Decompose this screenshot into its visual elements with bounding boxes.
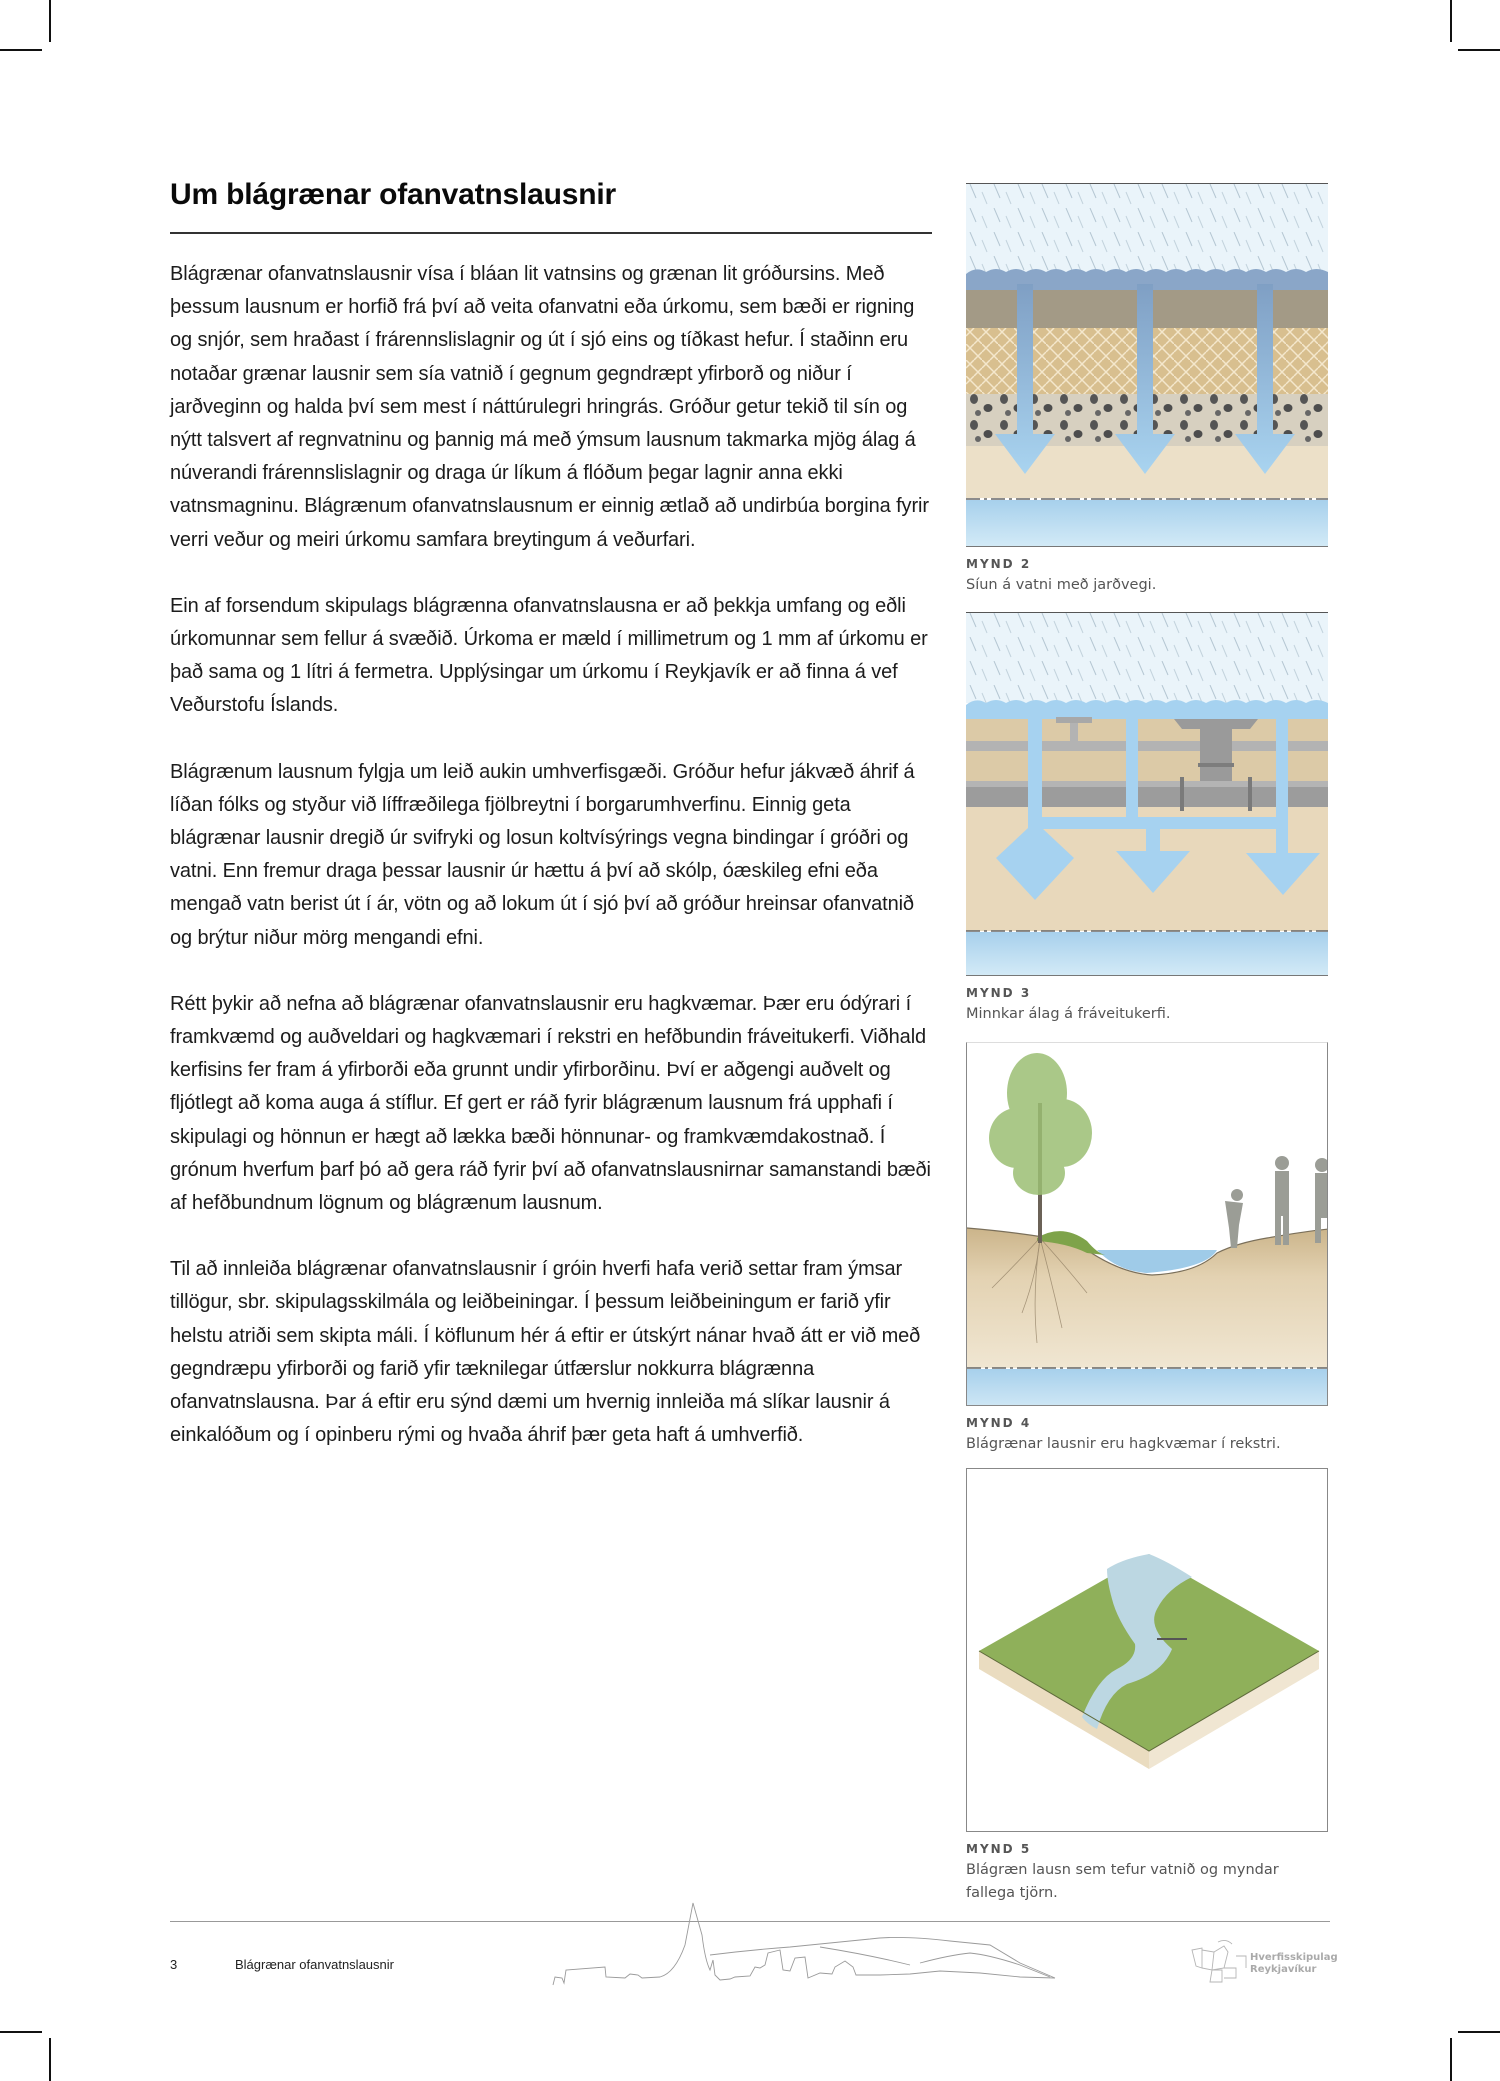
- figure-2: [966, 183, 1328, 597]
- figure-label: MYND 5: [966, 1842, 1032, 1856]
- paragraph: Blágrænar ofanvatnslausnir vísa í bláan lit vatnsins og grænan lit gróðursins. Með þessum lausnum er horfið frá því að veita ofanvatni eða úrkomu, sem bæði er rigning og snjór, sem hraðast í frárennslislagnir og út í sjó eins og tíðkast hefur. Í staðinn eru notaðar grænar lausnir sem sía vatnið í gegnum gegndræpt yfirborð og niður í jarðveginn og halda því sem mest í náttúrulegri hringrás. Gróður getur tekið til sín og nýtt talsvert af regnvatninu og þannig má með ýmsum lausnum takmarka mjög álag á núverandi frárennslislagnir og draga úr líkum á flóðum þegar lagnir anna ekki vatnsmagninu. Blágrænum ofanvatnslausnum er einnig ætlað að undirbúa borgina fyrir verri veður og meiri úrkomu samfara breytingum á veðurfari.: [170, 263, 929, 551]
- figure-3: [966, 612, 1328, 1026]
- reykjavik-skyline-icon: [550, 1895, 1060, 1990]
- crop-mark: [49, 0, 51, 42]
- swale-illustration: [966, 1042, 1328, 1406]
- soil-filtration-illustration: [966, 183, 1328, 547]
- logo-line-2: Reykjavíkur: [1250, 1964, 1317, 1975]
- crop-mark: [1450, 2038, 1452, 2081]
- logo-text: [1250, 1952, 1338, 1976]
- figure-5: [966, 1468, 1328, 1905]
- crop-mark: [49, 2038, 51, 2081]
- title-divider: [170, 232, 932, 234]
- body-text: [170, 258, 940, 1486]
- isometric-landscape-illustration: [966, 1468, 1328, 1832]
- crop-mark: [1458, 49, 1500, 51]
- crop-mark: [0, 49, 42, 51]
- page-title: Um blágrænar ofanvatnslausnir: [170, 178, 616, 211]
- crop-mark: [1450, 0, 1452, 42]
- figure-label: MYND 3: [966, 986, 1032, 1000]
- logo-line-1: Hverfisskipulag: [1250, 1952, 1338, 1963]
- paragraph: Til að innleiða blágrænar ofanvatnslausnir í gróin hverfi hafa verið settar fram ýmsar tillögur, sbr. skipulagsskilmála og leiðbeiningar. Í þessum leiðbeiningum er farið yfir helstu atriði sem skipta máli. Í köflunum hér á eftir er útskýrt nánar hvað átt er við með gegndræpu yfirborði og farið yfir tæknilegar útfærslur nokkurra blágrænna ofanvatnslausna. Þar á eftir eru sýnd dæmi um hvernig innleiða má slíkar lausnir á einkalóðum og í opinberu rými og hvaða áhrif þær geta haft á umhverfið.: [170, 1258, 921, 1447]
- figure-caption: Minnkar álag á fráveitukerfi.: [966, 1006, 1171, 1022]
- figure-caption: Blágrænar lausnir eru hagkvæmar í rekstri.: [966, 1436, 1281, 1452]
- paragraph: Blágrænum lausnum fylgja um leið aukin umhverfisgæði. Gróður hefur jákvæð áhrif á líðan fólks og styður við líffræðilega fjölbreytni í borgarumhverfinu. Einnig geta blágrænar lausnir dregið úr svifryki og losun koltvísýrings vegna bindingar í gróðri og vatni. Enn fremur draga þessar lausnir úr hættu á því að skólp, óæskileg efni eða mengað vatn berist út í ár, vötn og að lokum út í sjó því að gróður hreinsar ofanvatnið og brýtur niður mörg mengandi efni.: [170, 760, 915, 949]
- paragraph: Ein af forsendum skipulags blágrænna ofanvatnslausna er að þekkja umfang og eðli úrkomunnar sem fellur á svæðið. Úrkoma er mæld í millimetrum og 1 mm af úrkomu er það sama og 1 lítri á fermetra. Upplýsingar um úrkomu í Reykjavík er að finna á vef Veðurstofu Íslands.: [170, 594, 928, 717]
- figure-4: [966, 1042, 1328, 1456]
- crop-mark: [0, 2031, 42, 2033]
- footer-document-title: Blágrænar ofanvatnslausnir: [235, 1957, 394, 1972]
- crop-mark: [1458, 2031, 1500, 2033]
- figure-label: MYND 2: [966, 557, 1032, 571]
- figure-label: MYND 4: [966, 1416, 1032, 1430]
- page-number: 3: [170, 1957, 178, 1972]
- figure-caption: Blágræn lausn sem tefur vatnið og myndar fallega tjörn.: [966, 1862, 1279, 1901]
- figure-caption: Síun á vatni með jarðvegi.: [966, 577, 1157, 593]
- drainage-pipe-illustration: [966, 612, 1328, 976]
- paragraph: Rétt þykir að nefna að blágrænar ofanvatnslausnir eru hagkvæmar. Þær eru ódýrari í framkvæmd og auðveldari og hagkvæmari í rekstri en hefðbundin fráveitukerfi. Viðhald kerfisins fer fram á yfirborði eða grunnt undir yfirborðinu. Því er aðgengi auðvelt og fljótlegt að koma auga á stíflur. Ef gert er ráð fyrir blágrænum lausnum frá upphafi í skipulagi og hönnun er hægt að lækka bæði hönnunar- og framkvæmdakostnað. Í grónum hverfum þarf þó að gera ráð fyrir því að ofanvatnslausnirnar samanstandi bæði af hefðbundnum lögnum og blágrænum lausnum.: [170, 992, 931, 1215]
